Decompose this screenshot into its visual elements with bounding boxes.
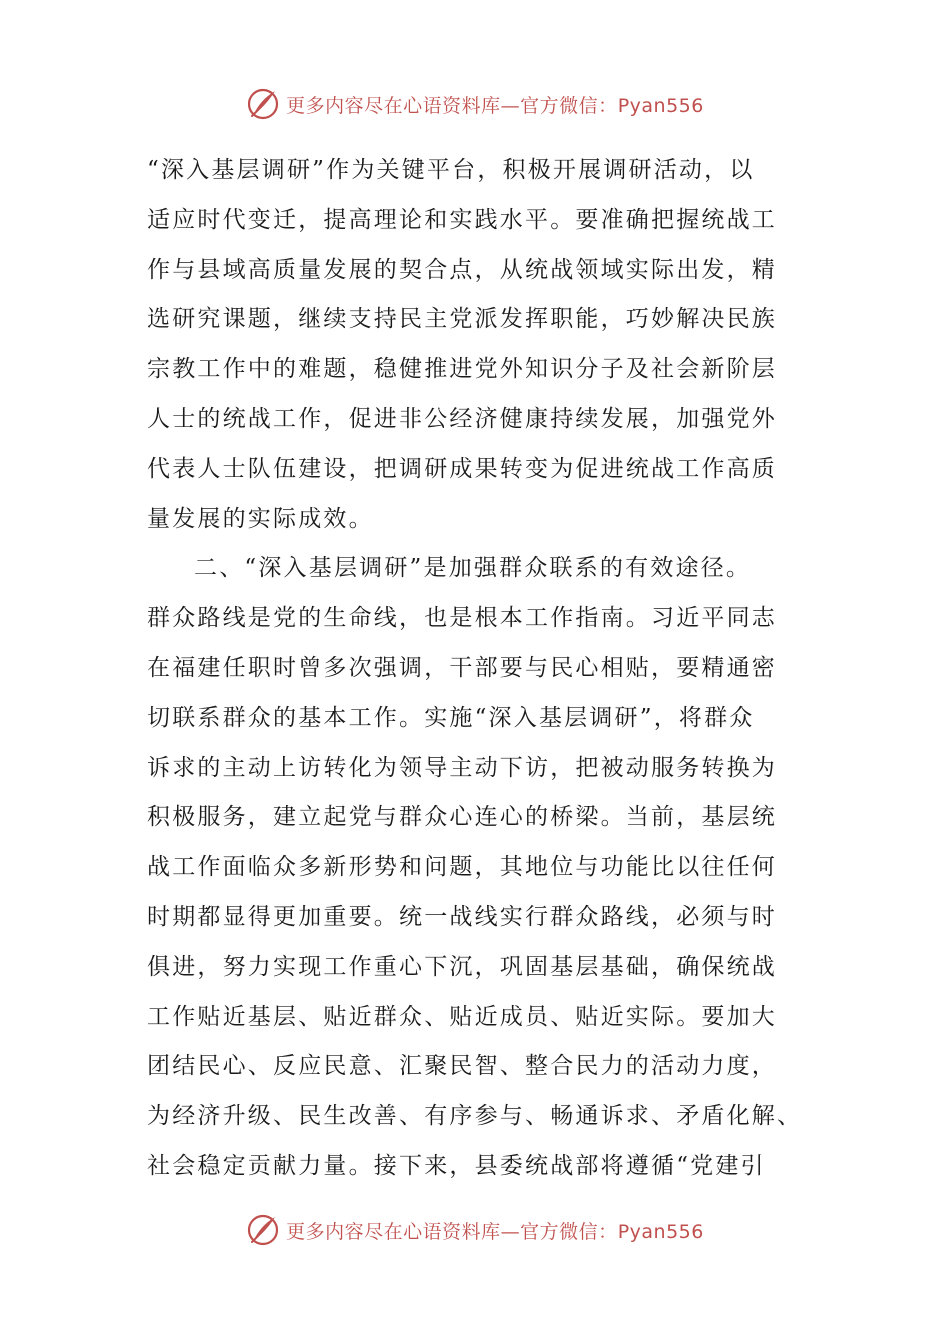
watermark-text [286,91,704,118]
watermark-text [286,1217,704,1244]
body-line: 时期都显得更加重要。统一战线实行群众路线，必须与时 [147,903,777,930]
watermark-site: 更多内容尽在心语资料库 [286,94,501,117]
body-line: 代表人士队伍建设，把调研成果转变为促进统战工作高质 [147,455,777,482]
body-line: 切联系群众的基本工作。实施“深入基层调研”，将群众 [147,704,755,731]
body-line: 适应时代变迁，提高理论和实践水平。要准确把握统战工 [147,206,777,233]
body-line: 俱进，努力实现工作重心下沉，巩固基层基础，确保统战 [147,953,777,980]
watermark-dash: — [500,94,521,117]
body-line: 人士的统战工作，促进非公经济健康持续发展，加强党外 [147,405,777,432]
body-line: 宗教工作中的难题，稳健推进党外知识分子及社会新阶层 [147,356,777,383]
body-line: 积极服务，建立起党与群众心连心的桥梁。当前，基层统 [147,804,777,831]
watermark-wechat-id: Pyan556 [617,1220,704,1243]
header-watermark [0,84,950,124]
watermark-wechat-label: 官方微信： [520,1220,618,1243]
body-line: 选研究课题，继续支持民主党派发挥职能，巧妙解决民族 [147,306,777,333]
body-line: 工作贴近基层、贴近群众、贴近成员、贴近实际。要加大 [147,1003,777,1030]
quill-pen-logo-icon [246,87,280,121]
body-line: 在福建任职时曾多次强调，干部要与民心相贴，要精通密 [147,654,777,681]
body-line: 作与县域高质量发展的契合点，从统战领域实际出发，精 [147,256,777,283]
body-line: 社会稳定贡献力量。接下来，县委统战部将遵循“党建引 [147,1152,766,1179]
document-body [147,146,807,1192]
body-line: 战工作面临众多新形势和问题，其地位与功能比以往任何 [147,854,777,881]
body-line: “深入基层调研”作为关键平台，积极开展调研活动，以 [147,157,755,183]
body-line: 群众路线是党的生命线，也是根本工作指南。习近平同志 [147,605,777,632]
watermark-dash: — [500,1220,521,1243]
footer-watermark [0,1210,950,1250]
quill-pen-logo-icon [246,1213,280,1247]
body-line: 为经济升级、民生改善、有序参与、畅通诉求、矛盾化解、 [147,1103,803,1130]
watermark-site: 更多内容尽在心语资料库 [286,1220,501,1243]
body-line: 团结民心、反应民意、汇聚民智、整合民力的活动力度， [147,1053,777,1080]
watermark-wechat-label: 官方微信： [520,94,618,117]
body-line: 量发展的实际成效。 [147,505,374,532]
section-heading-line: 二、“深入基层调研”是加强群众联系的有效途径。 [194,555,752,582]
watermark-wechat-id: Pyan556 [617,94,704,117]
body-line: 诉求的主动上访转化为领导主动下访，把被动服务转换为 [147,754,777,781]
